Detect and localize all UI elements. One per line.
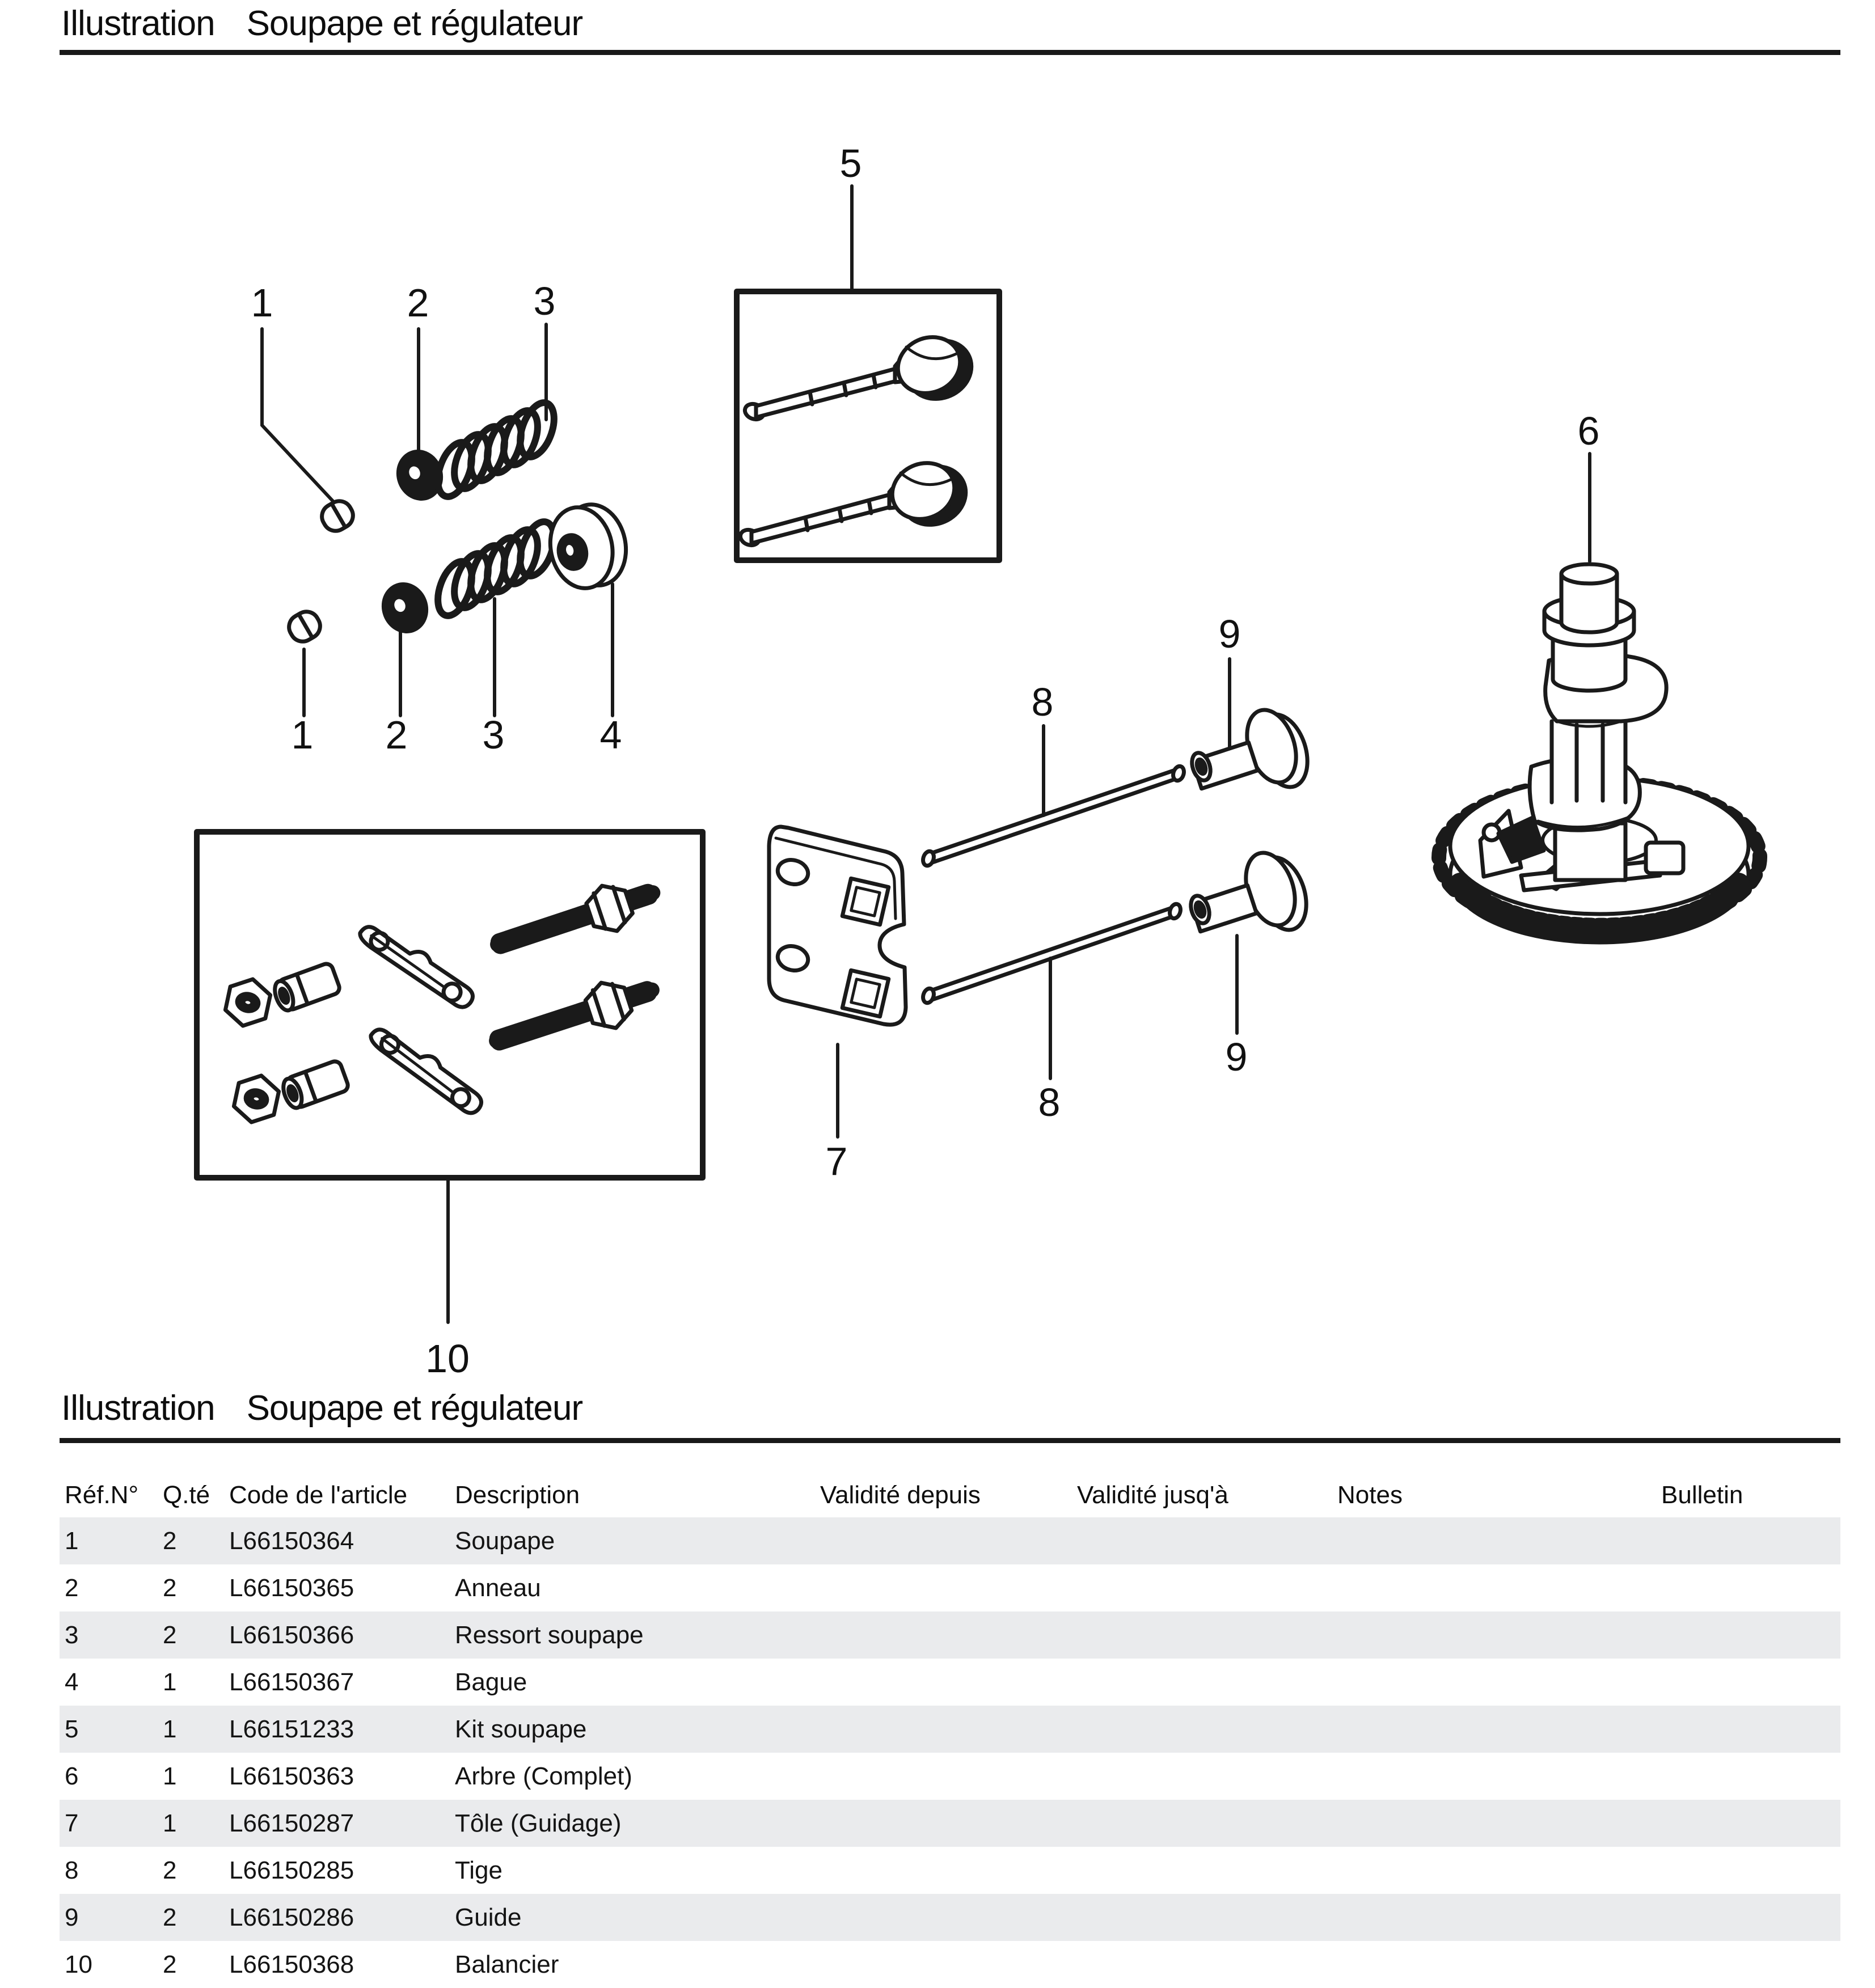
cell-code: L66151233: [229, 1715, 354, 1743]
table-title-prefix: Illustration: [61, 1389, 215, 1428]
table-row: [60, 1894, 1840, 1941]
cell-qty: 2: [163, 1526, 177, 1555]
callout-1-bottom: 1: [291, 713, 314, 757]
table-row: [60, 1753, 1840, 1800]
header-valid-to: Validité jusq'à: [1077, 1481, 1228, 1509]
header-description: Description: [455, 1481, 580, 1509]
cell-description: Tige: [455, 1856, 502, 1884]
table-title: [61, 1388, 582, 1428]
stud-upper: [486, 870, 662, 969]
cell-code: L66150367: [229, 1668, 354, 1696]
table-row: [60, 1611, 1840, 1659]
cell-qty: 1: [163, 1715, 177, 1743]
callout-9-bottom: 9: [1225, 1035, 1248, 1079]
cell-code: L66150368: [229, 1950, 354, 1978]
callout-1-top: 1: [251, 281, 273, 325]
cell-ref: 1: [65, 1526, 79, 1555]
callout-10: 10: [425, 1336, 470, 1381]
callout-9-top: 9: [1218, 612, 1241, 656]
cell-description: Ressort soupape: [455, 1621, 644, 1649]
cell-ref: 2: [65, 1574, 79, 1602]
cell-code: L66150285: [229, 1856, 354, 1884]
valve-keeper-bottom: [285, 607, 325, 646]
hex-nut-lower: [231, 1071, 281, 1126]
table-title-rule: [60, 1438, 1840, 1443]
rocker-arm-upper: [349, 924, 482, 1010]
cell-code: L66150363: [229, 1762, 354, 1790]
callout-6: 6: [1577, 409, 1600, 453]
spring-retainer: [543, 498, 633, 594]
cell-code: L66150286: [229, 1903, 354, 1931]
cell-ref: 10: [65, 1950, 92, 1978]
valve-guide-upper: [1189, 704, 1316, 793]
cell-ref: 8: [65, 1856, 79, 1884]
cell-ref: 9: [65, 1903, 79, 1931]
callout-2-bottom: 2: [385, 713, 408, 757]
cell-description: Bague: [455, 1668, 527, 1696]
cell-description: Anneau: [455, 1574, 541, 1602]
cell-description: Arbre (Complet): [455, 1762, 632, 1790]
hex-nut-upper: [223, 975, 273, 1030]
stud-lower: [485, 968, 662, 1066]
cell-code: L66150364: [229, 1526, 354, 1555]
cell-qty: 2: [163, 1856, 177, 1884]
header-qty: Q.té: [163, 1481, 210, 1509]
header-valid-from: Validité depuis: [820, 1481, 981, 1509]
cell-qty: 2: [163, 1950, 177, 1978]
cell-code: L66150365: [229, 1574, 354, 1602]
cell-ref: 6: [65, 1762, 79, 1790]
cell-code: L66150287: [229, 1809, 354, 1837]
table-row: [60, 1564, 1840, 1611]
callout-8-top: 8: [1031, 680, 1054, 724]
header-bulletin: Bulletin: [1661, 1481, 1743, 1509]
table-row: [60, 1847, 1840, 1894]
header-ref: Réf.N°: [65, 1481, 139, 1509]
valve-lower: [738, 453, 975, 548]
callout-5: 5: [839, 141, 862, 185]
table-body: [60, 1517, 1840, 1988]
push-rod-upper: [921, 765, 1185, 867]
header-notes: Notes: [1337, 1481, 1403, 1509]
callout-7: 7: [825, 1139, 848, 1183]
camshaft-assembly: [1439, 564, 1760, 942]
page-title-name: Soupape et régulateur: [246, 4, 583, 43]
valve-spring-top: [431, 398, 560, 501]
cell-qty: 2: [163, 1574, 177, 1602]
callout-3-top: 3: [533, 279, 556, 323]
header-code: Code de l'article: [229, 1481, 408, 1509]
rocker-arm-lower: [360, 1026, 491, 1116]
table-row: [60, 1706, 1840, 1753]
cell-qty: 1: [163, 1762, 177, 1790]
cell-code: L66150366: [229, 1621, 354, 1649]
cap-nut-upper: [271, 962, 341, 1014]
cell-ref: 5: [65, 1715, 79, 1743]
cell-qty: 1: [163, 1668, 177, 1696]
callout-2-top: 2: [407, 281, 429, 325]
valve-guide-lower: [1188, 847, 1315, 936]
table-header-row: [60, 1473, 1840, 1517]
cell-qty: 2: [163, 1903, 177, 1931]
table-title-name: Soupape et régulateur: [246, 1389, 583, 1428]
cell-ref: 7: [65, 1809, 79, 1837]
cap-nut-lower: [280, 1060, 349, 1111]
cell-description: Soupape: [455, 1526, 555, 1555]
table-row: [60, 1517, 1840, 1564]
table-row: [60, 1800, 1840, 1847]
cell-description: Kit soupape: [455, 1715, 587, 1743]
valve-upper: [743, 327, 981, 422]
page-title-prefix: Illustration: [61, 4, 215, 43]
callout-labels: [251, 141, 1600, 1381]
guide-plate: [769, 827, 906, 1025]
cell-ref: 4: [65, 1668, 79, 1696]
cell-description: Tôle (Guidage): [455, 1809, 622, 1837]
callout-3-bottom: 3: [482, 713, 505, 757]
cell-description: Balancier: [455, 1950, 559, 1978]
valve-keeper-top: [318, 497, 358, 536]
cell-qty: 2: [163, 1621, 177, 1649]
cell-description: Guide: [455, 1903, 522, 1931]
callout-8-bottom: 8: [1038, 1080, 1061, 1124]
table-row: [60, 1659, 1840, 1706]
valve-ring-bottom: [377, 578, 433, 637]
callout-4: 4: [599, 713, 622, 757]
table-row: [60, 1941, 1840, 1988]
valve-kit-box: [737, 291, 999, 560]
cell-qty: 1: [163, 1809, 177, 1837]
cell-ref: 3: [65, 1621, 79, 1649]
parts-table: [60, 1473, 1840, 1988]
